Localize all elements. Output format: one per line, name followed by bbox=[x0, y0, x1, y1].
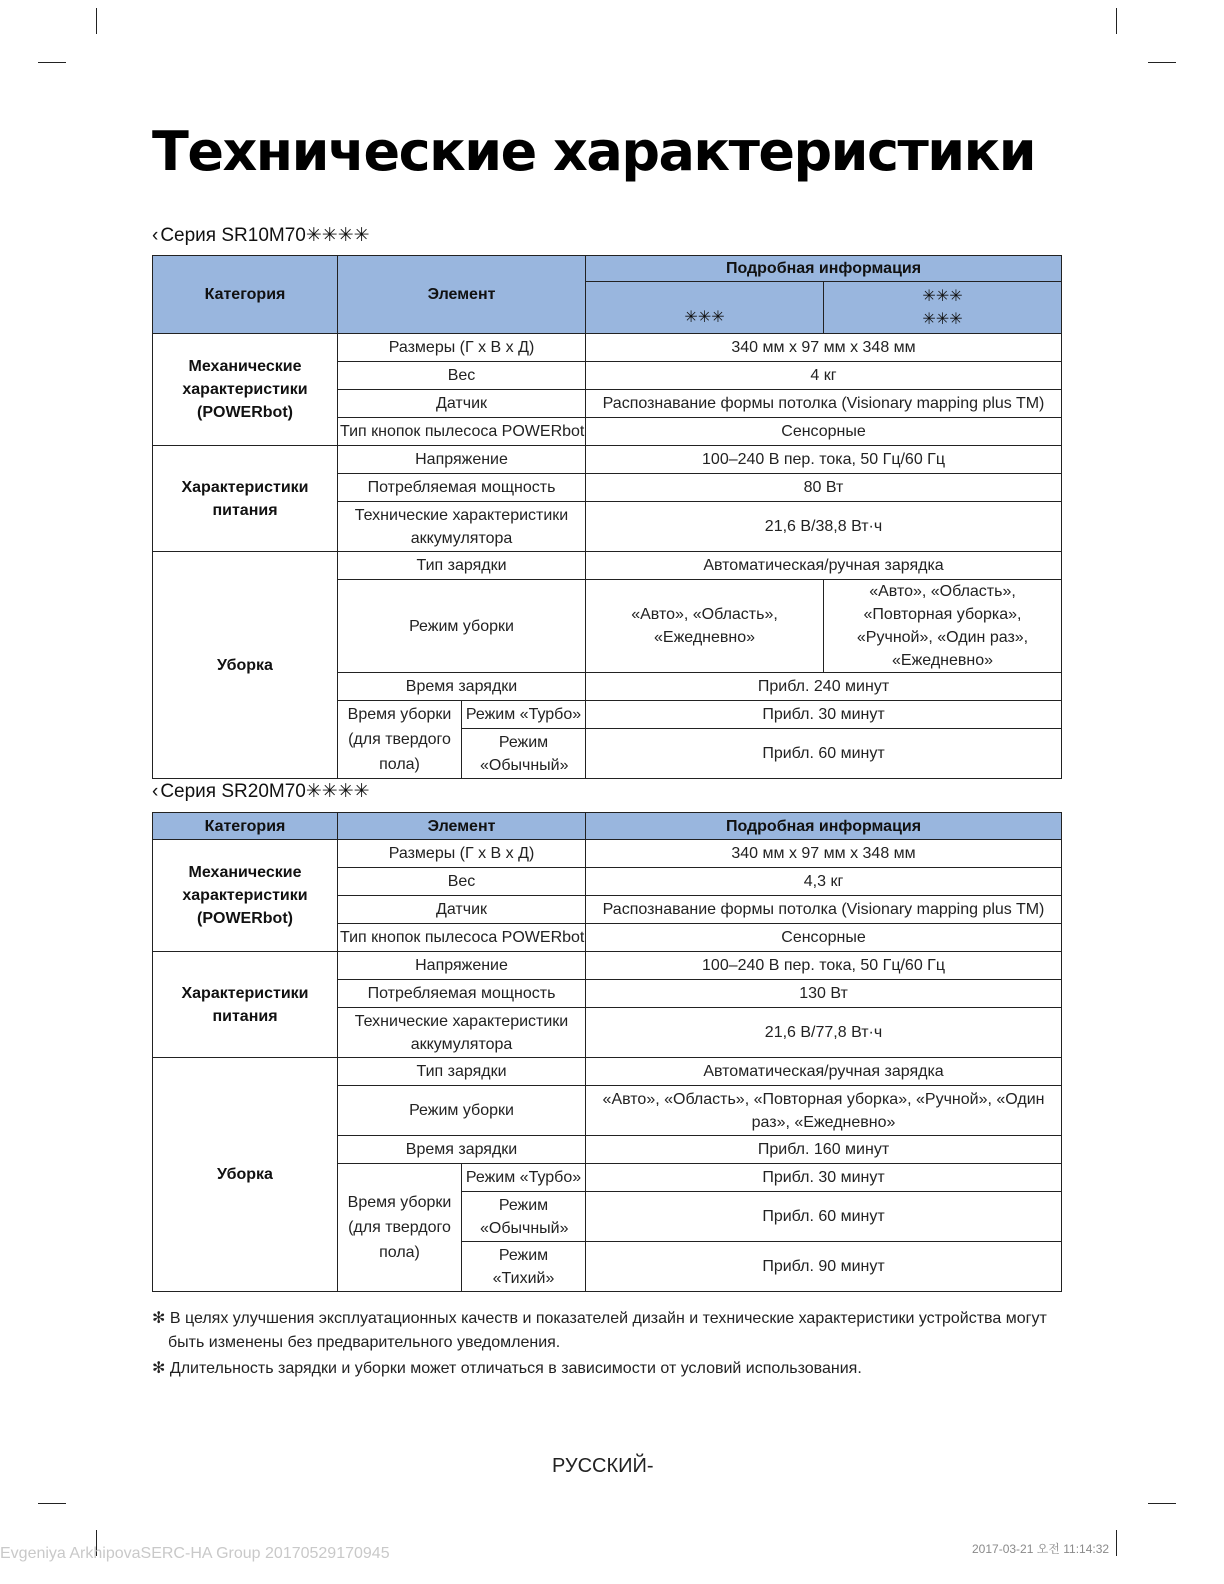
voltage-value: 100–240 В пер. тока, 50 Гц/60 Гц bbox=[586, 446, 1062, 474]
category-cleaning: Уборка bbox=[153, 1058, 338, 1292]
consumption-value: 130 Вт bbox=[586, 980, 1062, 1008]
turbo-label: Режим «Турбо» bbox=[462, 701, 586, 729]
crop-mark bbox=[96, 8, 97, 34]
charge-time-label: Время зарядки bbox=[338, 1136, 586, 1164]
series-heading-sr10 bbox=[152, 224, 370, 247]
print-imprint: Evgeniya ArkhipovaSERC-HA Group 20170529170945 bbox=[0, 1545, 390, 1562]
dims-label: Размеры (Г х В х Д) bbox=[338, 840, 586, 868]
buttons-value: Сенсорные bbox=[586, 924, 1062, 952]
battery-value: 21,6 В/77,8 Вт·ч bbox=[586, 1008, 1062, 1058]
turbo-label: Режим «Турбо» bbox=[462, 1164, 586, 1192]
header-category: Категория bbox=[153, 813, 338, 840]
footnote: ✻ Длительность зарядки и уборки может отличаться в зависимости от условий использования. bbox=[152, 1360, 862, 1377]
buttons-label: Тип кнопок пылесоса POWERbot bbox=[338, 418, 586, 446]
category-mechanical: Механические характеристики (POWERbot) bbox=[153, 334, 338, 446]
turbo-value: Прибл. 30 минут bbox=[586, 701, 1062, 729]
clean-time-label: Время уборки (для твердого пола) bbox=[338, 701, 462, 779]
page-title: Технические характеристики bbox=[152, 120, 1036, 183]
header-details: Подробная информация bbox=[586, 256, 1062, 282]
weight-label: Вес bbox=[338, 868, 586, 896]
charge-type-label: Тип зарядки bbox=[338, 552, 586, 580]
category-mechanical: Механические характеристики (POWERbot) bbox=[153, 840, 338, 952]
header-model-b: ✳✳✳ ✳✳✳ bbox=[824, 282, 1062, 334]
battery-value: 21,6 В/38,8 Вт·ч bbox=[586, 502, 1062, 552]
voltage-label: Напряжение bbox=[338, 952, 586, 980]
header-category: Категория bbox=[153, 256, 338, 334]
consumption-label: Потребляемая мощность bbox=[338, 980, 586, 1008]
dims-label: Размеры (Г х В х Д) bbox=[338, 334, 586, 362]
crop-mark bbox=[38, 1503, 66, 1504]
charge-time-label: Время зарядки bbox=[338, 673, 586, 701]
mode-value: «Авто», «Область», «Повторная уборка», «Ручной», «Один раз», «Ежедневно» bbox=[586, 1086, 1062, 1136]
category-power: Характеристики питания bbox=[153, 446, 338, 552]
mode-label: Режим уборки bbox=[338, 1086, 586, 1136]
chevron-left-icon: ‹ bbox=[152, 781, 159, 802]
footnote: ✻ В целях улучшения эксплуатационных качеств и показателей дизайн и технические характеристики устройства могут быть изменены без предварительного уведомления. bbox=[152, 1310, 1047, 1351]
normal-label: Режим «Обычный» bbox=[462, 729, 586, 779]
footnotes bbox=[152, 1307, 1067, 1383]
header-element: Элемент bbox=[338, 256, 586, 334]
crop-mark bbox=[1148, 1503, 1176, 1504]
turbo-value: Прибл. 30 минут bbox=[586, 1164, 1062, 1192]
header-details: Подробная информация bbox=[586, 813, 1062, 840]
charge-time-value: Прибл. 240 минут bbox=[586, 673, 1062, 701]
category-cleaning: Уборка bbox=[153, 552, 338, 779]
weight-value: 4 кг bbox=[586, 362, 1062, 390]
header-element: Элемент bbox=[338, 813, 586, 840]
charge-type-value: Автоматическая/ручная зарядка bbox=[586, 1058, 1062, 1086]
dims-value: 340 мм х 97 мм х 348 мм bbox=[586, 334, 1062, 362]
header-model-a: ✳✳✳ bbox=[586, 282, 824, 334]
series-title: Серия SR20M70✳✳✳✳ bbox=[160, 781, 370, 802]
crop-mark bbox=[1148, 62, 1176, 63]
crop-mark bbox=[1116, 1530, 1117, 1556]
quiet-value: Прибл. 90 минут bbox=[586, 1242, 1062, 1292]
battery-label: Технические характеристики аккумулятора bbox=[338, 502, 586, 552]
crop-mark bbox=[38, 62, 66, 63]
consumption-label: Потребляемая мощность bbox=[338, 474, 586, 502]
mode-label: Режим уборки bbox=[338, 580, 586, 673]
sensor-label: Датчик bbox=[338, 896, 586, 924]
battery-label: Технические характеристики аккумулятора bbox=[338, 1008, 586, 1058]
quiet-label: Режим «Тихий» bbox=[462, 1242, 586, 1292]
charge-type-label: Тип зарядки bbox=[338, 1058, 586, 1086]
series-title: Серия SR10M70✳✳✳✳ bbox=[160, 225, 370, 246]
normal-value: Прибл. 60 минут bbox=[586, 1192, 1062, 1242]
page-language-label: РУССКИЙ- bbox=[552, 1455, 654, 1477]
voltage-value: 100–240 В пер. тока, 50 Гц/60 Гц bbox=[586, 952, 1062, 980]
chevron-left-icon: ‹ bbox=[152, 225, 159, 246]
series-heading-sr20 bbox=[152, 780, 370, 803]
mode-value-a: «Авто», «Область», «Ежедневно» bbox=[586, 580, 824, 673]
buttons-value: Сенсорные bbox=[586, 418, 1062, 446]
charge-time-value: Прибл. 160 минут bbox=[586, 1136, 1062, 1164]
spec-table-sr10 bbox=[152, 255, 1062, 779]
dims-value: 340 мм х 97 мм х 348 мм bbox=[586, 840, 1062, 868]
charge-type-value: Автоматическая/ручная зарядка bbox=[586, 552, 1062, 580]
clean-time-label: Время уборки (для твердого пола) bbox=[338, 1164, 462, 1292]
normal-value: Прибл. 60 минут bbox=[586, 729, 1062, 779]
category-power: Характеристики питания bbox=[153, 952, 338, 1058]
sensor-label: Датчик bbox=[338, 390, 586, 418]
crop-mark bbox=[1116, 8, 1117, 34]
voltage-label: Напряжение bbox=[338, 446, 586, 474]
normal-label: Режим «Обычный» bbox=[462, 1192, 586, 1242]
weight-label: Вес bbox=[338, 362, 586, 390]
spec-table-sr20 bbox=[152, 812, 1062, 1292]
buttons-label: Тип кнопок пылесоса POWERbot bbox=[338, 924, 586, 952]
sensor-value: Распознавание формы потолка (Visionary mapping plus TM) bbox=[586, 896, 1062, 924]
sensor-value: Распознавание формы потолка (Visionary mapping plus TM) bbox=[586, 390, 1062, 418]
print-timestamp: 2017-03-21 오전 11:14:32 bbox=[972, 1542, 1110, 1556]
mode-value-b: «Авто», «Область», «Повторная уборка», «Ручной», «Один раз», «Ежедневно» bbox=[824, 580, 1062, 673]
weight-value: 4,3 кг bbox=[586, 868, 1062, 896]
consumption-value: 80 Вт bbox=[586, 474, 1062, 502]
